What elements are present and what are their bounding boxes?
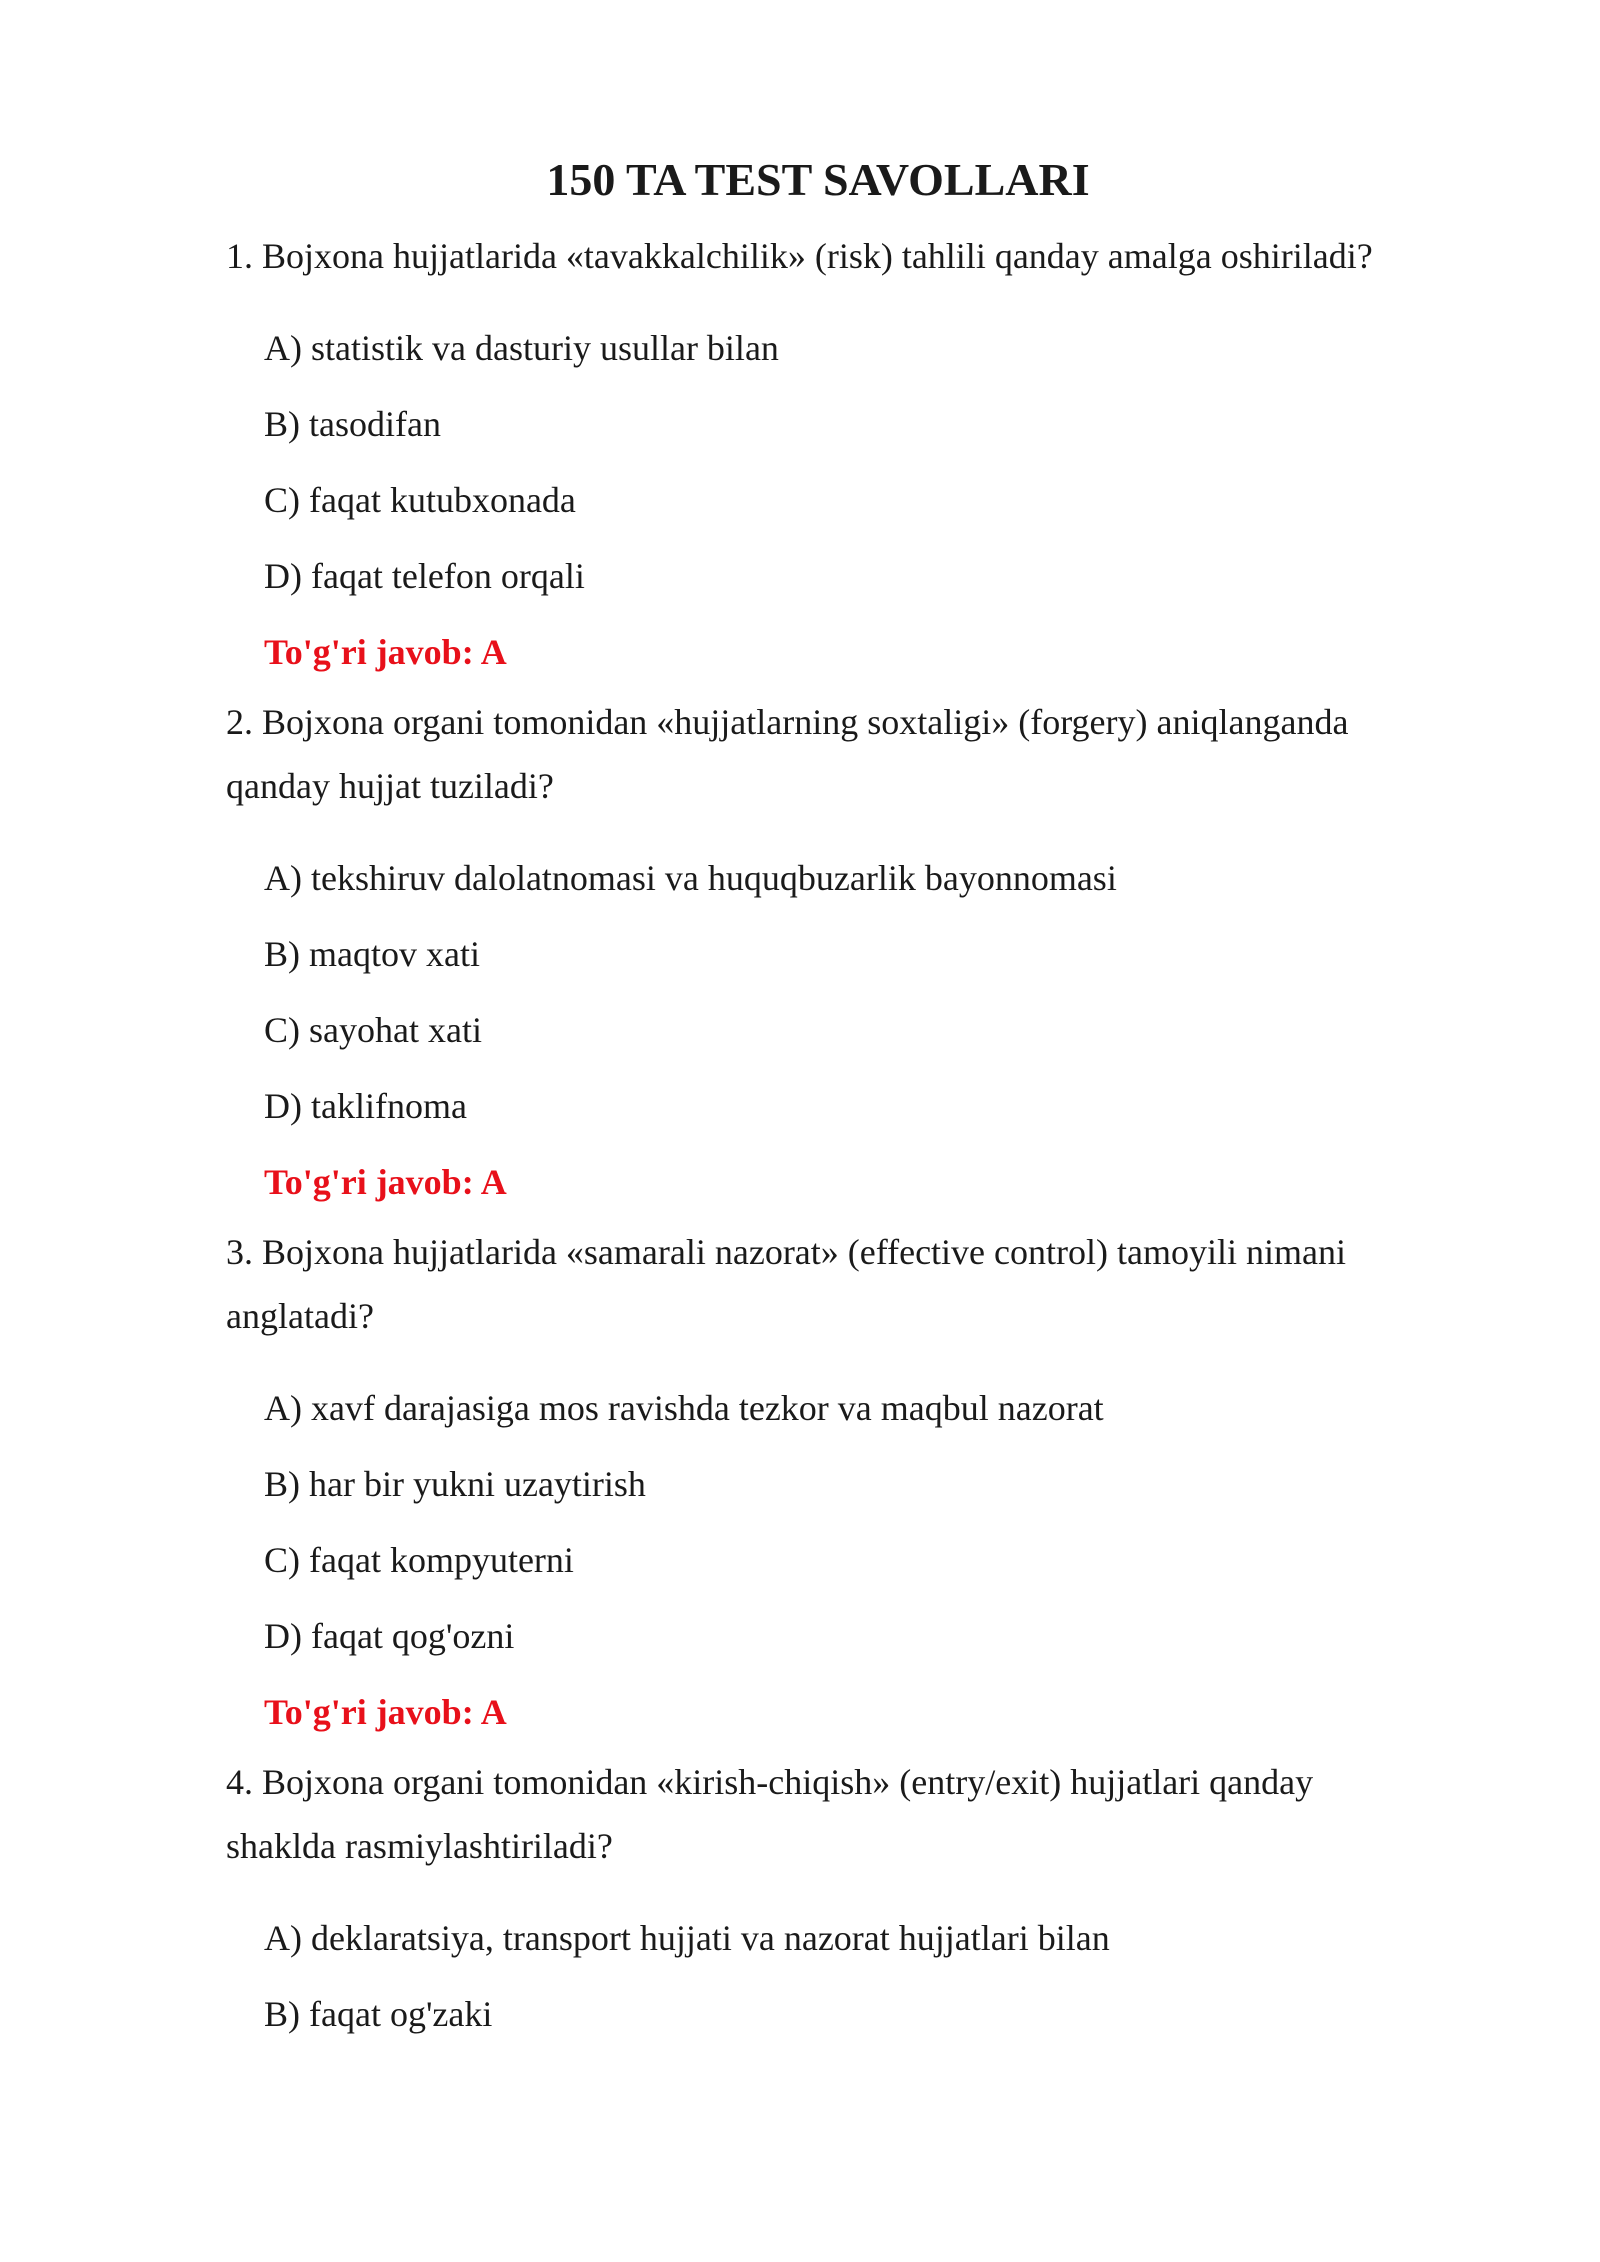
options-list <box>226 1900 1450 2052</box>
question-text: 4. Bojxona organi tomonidan «kirish-chiqish» (entry/exit) hujjatlari qanday shaklda rasmiylashtiriladi? <box>226 1762 1314 1866</box>
question-block-2 <box>226 690 1450 1220</box>
question-block-4 <box>226 1750 1450 2052</box>
correct-answer: To'g'ri javob: A <box>264 1692 507 1732</box>
question-text: 2. Bojxona organi tomonidan «hujjatlarning soxtaligi» (forgery) aniqlanganda qanday hujjat tuziladi? <box>226 702 1349 806</box>
correct-answer: To'g'ri javob: A <box>264 1162 507 1202</box>
option-b: B) tasodifan <box>264 404 441 444</box>
option-c: C) faqat kutubxonada <box>264 480 576 520</box>
option-a: A) xavf darajasiga mos ravishda tezkor va maqbul nazorat <box>264 1388 1104 1428</box>
correct-answer: To'g'ri javob: A <box>264 632 507 672</box>
option-c: C) sayohat xati <box>264 1010 482 1050</box>
option-c: C) faqat kompyuterni <box>264 1540 574 1580</box>
option-b: B) faqat og'zaki <box>264 1994 493 2034</box>
option-d: D) faqat qog'ozni <box>264 1616 515 1656</box>
option-d: D) taklifnoma <box>264 1086 467 1126</box>
option-b: B) maqtov xati <box>264 934 480 974</box>
question-text: 3. Bojxona hujjatlarida «samarali nazorat» (effective control) tamoyili nimani anglatadi? <box>226 1232 1346 1336</box>
document-title: 150 TA TEST SAVOLLARI <box>546 154 1090 205</box>
option-d: D) faqat telefon orqali <box>264 556 585 596</box>
question-block-1 <box>226 224 1450 690</box>
question-block-3 <box>226 1220 1450 1750</box>
option-a: A) deklaratsiya, transport hujjati va nazorat hujjatlari bilan <box>264 1918 1110 1958</box>
options-list <box>226 1370 1450 1674</box>
options-list <box>226 840 1450 1144</box>
option-b: B) har bir yukni uzaytirish <box>264 1464 646 1504</box>
option-a: A) statistik va dasturiy usullar bilan <box>264 328 779 368</box>
options-list <box>226 310 1450 614</box>
option-a: A) tekshiruv dalolatnomasi va huquqbuzarlik bayonnomasi <box>264 858 1117 898</box>
question-text: 1. Bojxona hujjatlarida «tavakkalchilik» (risk) tahlili qanday amalga oshiriladi? <box>226 236 1373 276</box>
